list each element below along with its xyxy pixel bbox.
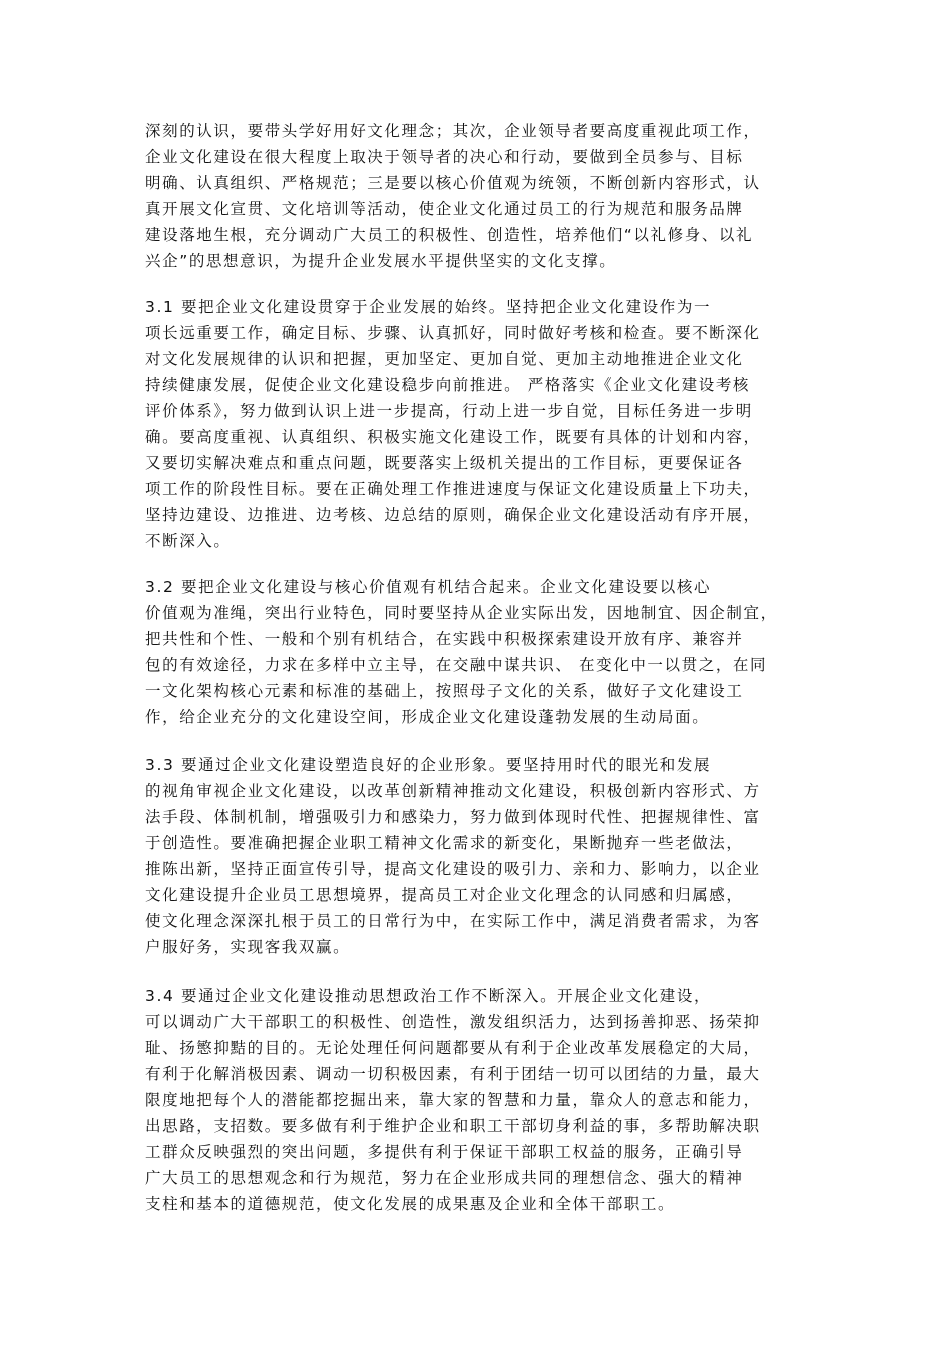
text-line: 使文化理念深深扎根于员工的日常行为中，在实际工作中，满足消费者需求，为客 (145, 912, 761, 930)
text-line: 企业文化建设在很大程度上取决于领导者的决心和行动，要做到全员参与、目标 (145, 148, 744, 166)
section-heading-line: 3.2 要把企业文化建设与核心价值观有机结合起来。企业文化建设要以核心 (145, 578, 712, 596)
text-line: 价值观为准绳，突出行业特色，同时要坚持从企业实际出发，因地制宜、因企制宜， (145, 604, 778, 622)
text-line: 项长远重要工作，确定目标、步骤、认真抓好，同时做好考核和检查。要不断深化 (145, 324, 761, 342)
text-line: 把共性和个性、一般和个别有机结合，在实践中积极探索建设开放有序、兼容并 (145, 630, 744, 648)
section-heading-line: 3.4 要通过企业文化建设推动思想政治工作不断深入。开展企业文化建设， (145, 987, 712, 1005)
section-heading-line: 3.1 要把企业文化建设贯穿于企业发展的始终。坚持把企业文化建设作为一 (145, 298, 712, 316)
text-line: 不断深入。 (145, 532, 231, 550)
text-line: 广大员工的思想观念和行为规范，努力在企业形成共同的理想信念、强大的精神 (145, 1169, 744, 1187)
text-line: 有利于化解消极因素、调动一切积极因素，有利于团结一切可以团结的力量，最大 (145, 1065, 761, 1083)
text-line: 包的有效途径，力求在多样中立主导，在交融中谋共识、 在变化中一以贯之，在同 (145, 656, 768, 674)
text-line: 评价体系》，努力做到认识上进一步提高，行动上进一步自觉，目标任务进一步明 (145, 402, 753, 420)
text-line: 可以调动广大干部职工的积极性、创造性，激发组织活力，达到扬善抑恶、扬荣抑 (145, 1013, 761, 1031)
text-line: 作，给企业充分的文化建设空间，形成企业文化建设蓬勃发展的生动局面。 (145, 708, 710, 726)
text-line: 推陈出新，坚持正面宣传引导，提高文化建设的吸引力、亲和力、影响力，以企业 (145, 860, 761, 878)
text-line: 项工作的阶段性目标。要在正确处理工作推进速度与保证文化建设质量上下功夫， (145, 480, 761, 498)
text-line: 明确、认真组织、严格规范；三是要以核心价值观为统领，不断创新内容形式，认 (145, 174, 761, 192)
text-line: 兴企”的思想意识，为提升企业发展水平提供坚实的文化支撑。 (145, 252, 617, 270)
text-line: 限度地把每个人的潜能都挖掘出来，靠大家的智慧和力量，靠众人的意志和能力， (145, 1091, 761, 1109)
text-line: 于创造性。要准确把握企业职工精神文化需求的新变化，果断抛弃一些老做法， (145, 834, 744, 852)
text-line: 工群众反映强烈的突出问题，多提供有利于保证干部职工权益的服务，正确引导 (145, 1143, 744, 1161)
text-line: 深刻的认识，要带头学好用好文化理念；其次，企业领导者要高度重视此项工作， (145, 122, 761, 140)
text-line: 真开展文化宣贯、文化培训等活动，使企业文化通过员工的行为规范和服务品牌 (145, 200, 744, 218)
text-line: 一文化架构核心元素和标准的基础上，按照母子文化的关系，做好子文化建设工 (145, 682, 744, 700)
section-heading-line: 3.3 要通过企业文化建设塑造良好的企业形象。要坚持用时代的眼光和发展 (145, 756, 712, 774)
text-line: 法手段、体制机制，增强吸引力和感染力，努力做到体现时代性、把握规律性、富 (145, 808, 761, 826)
text-line: 支柱和基本的道德规范，使文化发展的成果惠及企业和全体干部职工。 (145, 1195, 676, 1213)
text-line: 对文化发展规律的认识和把握，更加坚定、更加自觉、更加主动地推进企业文化 (145, 350, 744, 368)
text-line: 建设落地生根，充分调动广大员工的积极性、创造性，培养他们“以礼修身、以礼 (145, 226, 754, 244)
text-line: 坚持边建设、边推进、边考核、边总结的原则，确保企业文化建设活动有序开展， (145, 506, 761, 524)
text-line: 耻、扬慜抑黠的目的。无论处理任何问题都要从有利于企业改革发展稳定的大局， (145, 1039, 761, 1057)
text-line: 文化建设提升企业员工思想境界，提高员工对企业文化理念的认同感和归属感， (145, 886, 744, 904)
text-line: 持续健康发展，促使企业文化建设稳步向前推进。 严格落实《企业文化建设考核 (145, 376, 751, 394)
text-line: 又要切实解决难点和重点问题，既要落实上级机关提出的工作目标，更要保证各 (145, 454, 744, 472)
text-line: 的视角审视企业文化建设，以改革创新精神推动文化建设，积极创新内容形式、方 (145, 782, 761, 800)
text-line: 户服好务，实现客我双赢。 (145, 938, 351, 956)
text-line: 出思路，支招数。要多做有利于维护企业和职工干部切身利益的事，多帮助解决职 (145, 1117, 761, 1135)
text-line: 确。要高度重视、认真组织、积极实施文化建设工作，既要有具体的计划和内容， (145, 428, 761, 446)
